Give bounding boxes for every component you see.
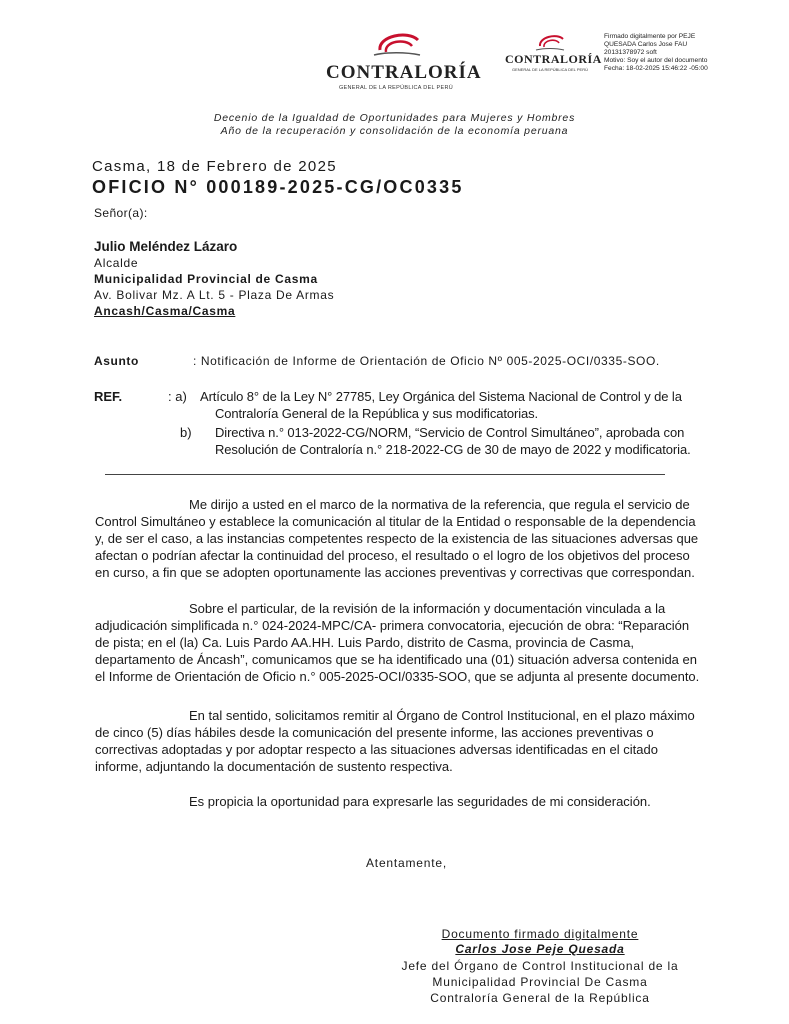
paragraph-line: en curso, a fin que se adopten oportunamente las acciones preventivas y correctivas que correspondan. bbox=[95, 565, 695, 580]
paragraph-line: Es propicia la oportunidad para expresarle las seguridades de mi consideración. bbox=[189, 794, 651, 809]
decenio-line-2: Año de la recuperación y consolidación de la economía peruana bbox=[220, 125, 569, 137]
paragraph-line: En tal sentido, solicitamos remitir al Órgano de Control Institucional, en el plazo máximo bbox=[189, 708, 695, 723]
ref-marker-b: b) bbox=[180, 425, 192, 440]
signature-line: QUESADA Carlos Jose FAU bbox=[604, 41, 688, 49]
signer-org: Contraloría General de la República bbox=[430, 991, 650, 1005]
paragraph-line: Sobre el particular, de la revisión de la información y documentación vinculada a la bbox=[189, 601, 666, 616]
asunto-text: : Notificación de Informe de Orientación de Oficio Nº 005-2025-OCI/0335-SOO. bbox=[193, 354, 660, 368]
oficio-number: OFICIO N° 000189-2025-CG/OC0335 bbox=[92, 177, 464, 197]
recipient-position: Alcalde bbox=[94, 256, 139, 270]
signer-entity: Municipalidad Provincial De Casma bbox=[432, 975, 648, 989]
closing: Atentamente, bbox=[366, 856, 447, 870]
digital-signature-stamp bbox=[604, 33, 784, 73]
section-divider bbox=[105, 474, 665, 475]
small-logo-brand: CONTRALORÍA bbox=[505, 52, 602, 66]
signature-digital-note bbox=[380, 926, 700, 942]
salutation: Señor(a): bbox=[94, 206, 148, 220]
ref-b-line-2: Resolución de Contraloría n.° 218-2022-CG de 30 de mayo de 2022 y modificatoria. bbox=[215, 442, 691, 457]
ref-b-line-1: Directiva n.° 013-2022-CG/NORM, “Servicio de Control Simultáneo”, aprobada con bbox=[215, 425, 685, 440]
signature-line: Motivo: Soy el autor del documento bbox=[604, 57, 708, 65]
signature-line: Firmado digitalmente por PEJE bbox=[604, 33, 696, 40]
paragraph-line: de pista; en el (la) Ca. Luis Pardo AA.HH. Luis Pardo, distrito de Casma, provincia de Casma, bbox=[95, 635, 635, 650]
paragraph-line: y, de ser el caso, a las instancias competentes respecto de la existencia de las situaciones adversas que bbox=[95, 531, 699, 546]
contraloria-small-emblem-icon bbox=[532, 32, 568, 52]
recipient-location: Ancash/Casma/Casma bbox=[94, 304, 236, 318]
ref-label: REF. bbox=[94, 389, 123, 404]
body-paragraph-1 bbox=[95, 496, 699, 581]
decenio-line-1: Decenio de la Igualdad de Oportunidades para Mujeres y Hombres bbox=[213, 112, 576, 124]
paragraph-line: correctivas adoptadas y por adoptar respecto a las situaciones adversas identificadas en el citado bbox=[95, 742, 658, 757]
paragraph-line: adjudicación simplificada n.° 024-2024-MPC/CA- primera convocatoria, ejecución de obra: “Reparación bbox=[95, 618, 690, 633]
signature-name-line bbox=[380, 941, 700, 957]
signature-line: Fecha: 18-02-2025 15:46:22 -05:00 bbox=[604, 65, 708, 73]
paragraph-line: informe, adjuntando la documentación de sustento respectiva. bbox=[95, 759, 453, 774]
ref-a-line-2: Contraloría General de la República y sus modificatorias. bbox=[215, 406, 539, 421]
recipient-entity: Municipalidad Provincial de Casma bbox=[94, 272, 318, 286]
body-paragraph-2 bbox=[95, 600, 700, 685]
recipient-address: Av. Bolivar Mz. A Lt. 5 - Plaza De Armas bbox=[94, 288, 335, 302]
letter-date: Casma, 18 de Febrero de 2025 bbox=[92, 158, 337, 175]
paragraph-line: Control Simultáneo y establece la comunicación al titular de la Entidad o responsable de la dependencia bbox=[95, 514, 696, 529]
paragraph-line: de cinco (5) días hábiles desde la comunicación del presente informe, las acciones preventivas o bbox=[95, 725, 654, 740]
recipient-name: Julio Meléndez Lázaro bbox=[94, 239, 238, 254]
contraloria-emblem-icon bbox=[366, 28, 426, 60]
ref-a-line-1: Artículo 8° de la Ley N° 27785, Ley Orgánica del Sistema Nacional de Control y de la bbox=[200, 389, 682, 404]
signature-line: 20131378972 soft bbox=[604, 49, 657, 57]
small-logo-subtitle: GENERAL DE LA REPÚBLICA DEL PERÚ bbox=[512, 67, 588, 72]
paragraph-line: el Informe de Orientación de Oficio n.° 005-2025-OCI/0335-SOO, que se adjunta al presente documento. bbox=[95, 669, 700, 684]
paragraph-line: departamento de Áncash”, comunicamos que se ha identificado una (01) situación adversa contenida en bbox=[95, 652, 697, 667]
ref-marker-a: : a) bbox=[168, 389, 187, 404]
signer-name: Carlos Jose Peje Quesada bbox=[455, 942, 625, 956]
body-paragraph-3 bbox=[95, 707, 695, 775]
signature-note: Documento firmado digitalmente bbox=[441, 927, 639, 941]
logo-subtitle: GENERAL DE LA REPÚBLICA DEL PERÚ bbox=[338, 85, 454, 91]
signer-title: Jefe del Órgano de Control Institucional de la bbox=[401, 959, 679, 973]
body-paragraph-4 bbox=[95, 793, 695, 810]
contraloria-small-logo bbox=[505, 32, 602, 78]
contraloria-logo bbox=[326, 28, 482, 98]
asunto-label: Asunto bbox=[94, 354, 139, 368]
paragraph-line: afectan o podrían afectar la continuidad del proceso, el resultado o el logro de los objetivos del proceso bbox=[95, 548, 690, 563]
paragraph-line: Me dirijo a usted en el marco de la normativa de la referencia, que regula el servicio de bbox=[189, 497, 690, 512]
logo-brand: CONTRALORÍA bbox=[326, 62, 482, 83]
